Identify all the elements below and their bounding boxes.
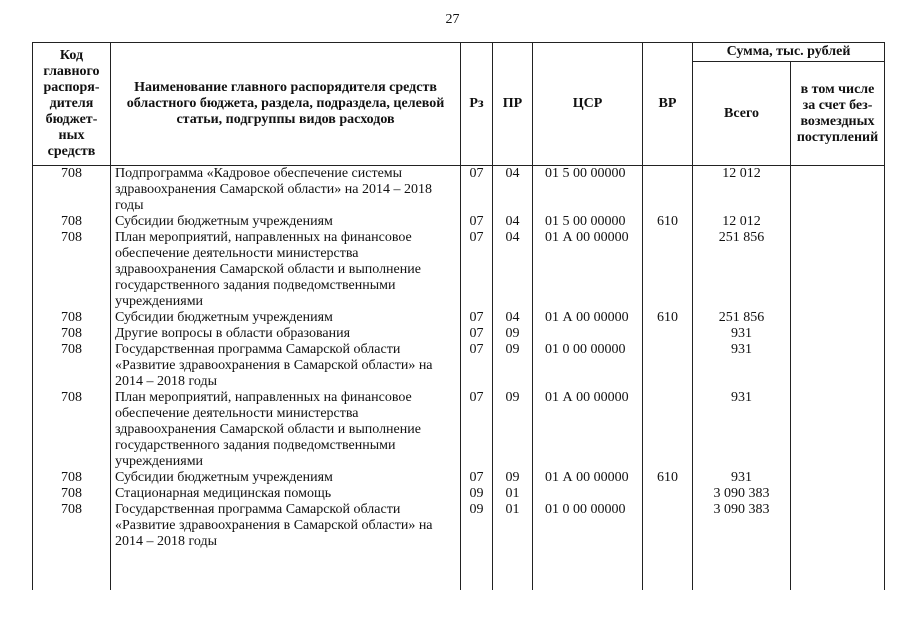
cell-gratuitous [791,470,885,486]
cell-vr: 610 [643,470,693,486]
cell-total: 931 [693,342,791,390]
cell-gratuitous [791,214,885,230]
cell-pr: 01 [493,486,533,502]
table-row [33,230,885,310]
table-header [33,43,885,166]
cell-name: Подпрограмма «Кадровое обеспечение системы здравоохранения Самарской области» на 2014 – 2018 годы [111,166,461,215]
header-csr: ЦСР [533,43,643,166]
cell-rz: 07 [461,390,493,470]
cell-total: 12 012 [693,214,791,230]
cell-pr: 09 [493,342,533,390]
cell-total: 931 [693,390,791,470]
table-row [33,390,885,470]
header-rz: Рз [461,43,493,166]
cell-vr: 610 [643,310,693,326]
cell-rz: 07 [461,310,493,326]
cell-gratuitous [791,502,885,590]
cell-gratuitous [791,230,885,310]
cell-gratuitous [791,342,885,390]
cell-vr [643,390,693,470]
table-row [33,214,885,230]
cell-csr [533,326,643,342]
table-body [33,166,885,591]
cell-name: Субсидии бюджетным учреждениям [111,214,461,230]
cell-rz: 07 [461,326,493,342]
table-row [33,342,885,390]
cell-rz: 07 [461,214,493,230]
cell-name: Субсидии бюджетным учреждениям [111,310,461,326]
cell-rz: 09 [461,502,493,590]
cell-csr [533,486,643,502]
header-vr: ВР [643,43,693,166]
cell-gratuitous [791,326,885,342]
cell-code: 708 [33,230,111,310]
table-row [33,470,885,486]
cell-vr [643,230,693,310]
cell-name: Государственная программа Самарской области «Развитие здравоохранения в Самарской области» на 2014 – 2018 годы [111,502,461,590]
cell-vr [643,486,693,502]
header-code: Код главного распорядителя бюджетных средств [33,43,111,166]
cell-code: 708 [33,486,111,502]
cell-name: Другие вопросы в области образования [111,326,461,342]
cell-name: Государственная программа Самарской области «Развитие здравоохранения в Самарской области» на 2014 – 2018 годы [111,342,461,390]
cell-code: 708 [33,502,111,590]
cell-csr: 01 А 00 00000 [533,230,643,310]
cell-code: 708 [33,342,111,390]
table-row [33,310,885,326]
cell-total: 931 [693,470,791,486]
cell-name: Субсидии бюджетным учреждениям [111,470,461,486]
cell-csr: 01 А 00 00000 [533,310,643,326]
cell-total: 3 090 383 [693,502,791,590]
cell-vr [643,326,693,342]
cell-total: 251 856 [693,230,791,310]
cell-csr: 01 А 00 00000 [533,470,643,486]
cell-total: 3 090 383 [693,486,791,502]
page-number: 27 [445,12,460,27]
cell-csr: 01 5 00 00000 [533,214,643,230]
table-row [33,166,885,215]
cell-total: 251 856 [693,310,791,326]
cell-rz: 07 [461,470,493,486]
cell-csr: 01 0 00 00000 [533,502,643,590]
cell-csr: 01 5 00 00000 [533,166,643,215]
table-row [33,502,885,590]
header-pr: ПР [493,43,533,166]
cell-code: 708 [33,470,111,486]
cell-gratuitous [791,166,885,215]
cell-rz: 07 [461,230,493,310]
cell-total: 12 012 [693,166,791,215]
table-row [33,326,885,342]
cell-vr: 610 [643,214,693,230]
cell-rz: 09 [461,486,493,502]
cell-name: План мероприятий, направленных на финансовое обеспечение деятельности министерства здравоохранения Самарской области и выполнение государственного задания подведомственными учреждениями [111,230,461,310]
cell-code: 708 [33,326,111,342]
cell-rz: 07 [461,166,493,215]
cell-pr: 09 [493,326,533,342]
cell-total: 931 [693,326,791,342]
cell-csr: 01 А 00 00000 [533,390,643,470]
header-sum: Сумма, тыс. рублей [693,43,885,62]
cell-code: 708 [33,214,111,230]
cell-gratuitous [791,486,885,502]
cell-vr [643,502,693,590]
cell-gratuitous [791,310,885,326]
cell-pr: 09 [493,390,533,470]
cell-code: 708 [33,166,111,215]
cell-name: Стационарная медицинская помощь [111,486,461,502]
cell-pr: 09 [493,470,533,486]
cell-gratuitous [791,390,885,470]
header-total: Всего [693,62,791,166]
cell-code: 708 [33,390,111,470]
cell-pr: 04 [493,230,533,310]
budget-table [32,42,885,590]
cell-csr: 01 0 00 00000 [533,342,643,390]
cell-rz: 07 [461,342,493,390]
cell-code: 708 [33,310,111,326]
cell-vr [643,342,693,390]
header-name: Наименование главного распорядителя средств областного бюджета, раздела, подраздела, целевой статьи, подгруппы видов расходов [111,43,461,166]
cell-name: План мероприятий, направленных на финансовое обеспечение деятельности министерства здравоохранения Самарской области и выполнение государственного задания подведомственными учреждениями [111,390,461,470]
header-gratuitous: в том числе за счет безвозмездных поступлений [791,62,885,166]
cell-pr: 04 [493,214,533,230]
cell-pr: 04 [493,310,533,326]
table-row [33,486,885,502]
cell-vr [643,166,693,215]
cell-pr: 01 [493,502,533,590]
cell-pr: 04 [493,166,533,215]
